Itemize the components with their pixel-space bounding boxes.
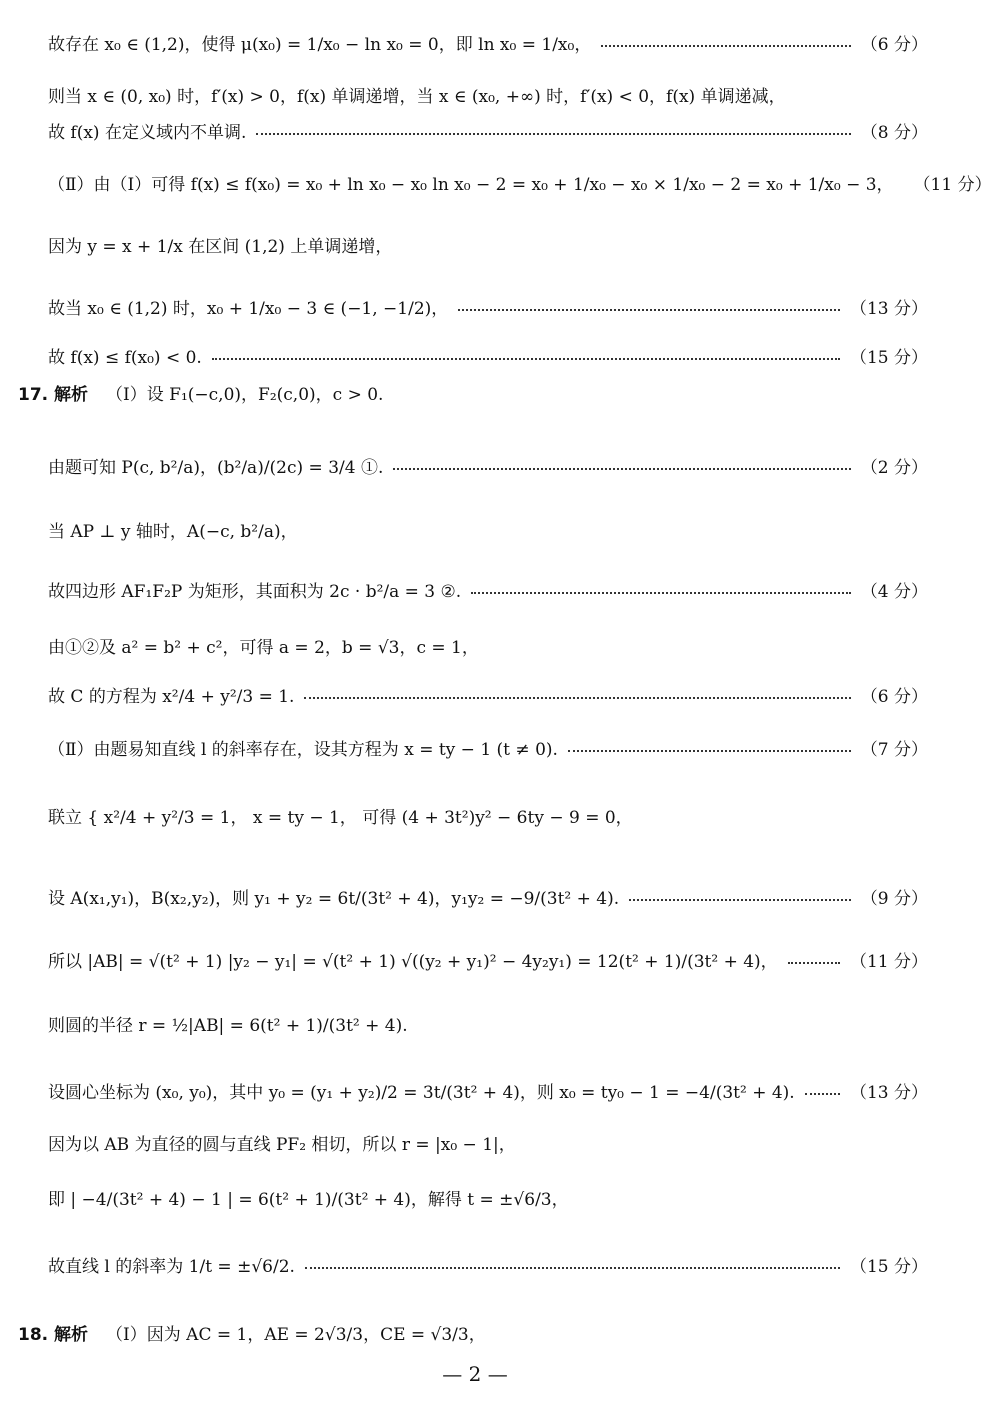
text-line: 当 AP ⊥ y 轴时，A(−c, b²/a)， — [48, 522, 298, 542]
text-line: 设圆心坐标为 (x₀, y₀)，其中 y₀ = (y₁ + y₂)/2 = 3t/(3t² + 4)，则 x₀ = ty₀ − 1 = −4/(3t² + 4). （13 分） — [48, 1078, 928, 1103]
score: （6 分） — [860, 35, 928, 55]
leader-dots — [256, 133, 850, 135]
text-line: 所以 |AB| = √(t² + 1) |y₂ − y₁| = √(t² + 1) √((y₂ + y₁)² − 4y₂y₁) = 12(t² + 1)/(3t² + 4)， （11 分） — [48, 947, 928, 972]
leader-dots — [212, 358, 840, 360]
page-number: — 2 — — [442, 1362, 508, 1386]
text-line: 故 f(x) 在定义域内不单调. （8 分） — [48, 118, 928, 143]
text-line: 故 f(x) ≤ f(x₀) < 0. （15 分） — [48, 343, 928, 368]
leader-dots — [568, 750, 851, 752]
text-line: 则圆的半径 r = ½|AB| = 6(t² + 1)/(3t² + 4). — [48, 1016, 408, 1036]
text-line: 故 C 的方程为 x²/4 + y²/3 = 1. （6 分） — [48, 682, 928, 707]
problem-label: 17. 解析 — [18, 385, 89, 405]
leader-dots — [471, 592, 851, 594]
text-line: 联立 { x²/4 + y²/3 = 1， x = ty − 1， 可得 (4 + 3t²)y² − 6ty − 9 = 0， — [48, 808, 633, 828]
leader-dots — [393, 468, 850, 470]
problem-header: 17. 解析 （Ⅰ）设 F₁(−c,0)，F₂(c,0)，c > 0. — [18, 380, 928, 405]
score: （2 分） — [860, 458, 928, 478]
text-line: 故存在 x₀ ∈ (1,2)，使得 μ(x₀) = 1/x₀ − ln x₀ = 0，即 ln x₀ = 1/x₀， （6 分） — [48, 30, 928, 55]
score: （6 分） — [860, 687, 928, 707]
text-line: 由题可知 P(c, b²/a)，(b²/a)/(2c) = 3/4 ①. （2 分） — [48, 453, 928, 478]
leader-dots — [601, 45, 850, 47]
score: （13 分） — [849, 1083, 928, 1103]
text-line: 即 | −4/(3t² + 4) − 1 | = 6(t² + 1)/(3t² + 4)，解得 t = ±√6/3， — [48, 1190, 569, 1210]
score: （13 分） — [849, 299, 928, 319]
text-line: （Ⅱ）由题易知直线 l 的斜率存在，设其方程为 x = ty − 1 (t ≠ 0). （7 分） — [48, 735, 928, 760]
leader-dots — [458, 309, 840, 311]
score: （15 分） — [849, 1257, 928, 1277]
problem-header: 18. 解析 （Ⅰ）因为 AC = 1，AE = 2√3/3，CE = √3/3， — [18, 1320, 928, 1345]
text-line: 则当 x ∈ (0, x₀) 时，f′(x) > 0，f(x) 单调递增，当 x ∈ (x₀, +∞) 时，f′(x) < 0，f(x) 单调递减， — [48, 87, 786, 107]
score: （11 分） — [849, 952, 928, 972]
leader-dots — [788, 962, 840, 964]
text-line: 因为以 AB 为直径的圆与直线 PF₂ 相切，所以 r = |x₀ − 1|， — [48, 1135, 516, 1155]
text-line: 故四边形 AF₁F₂P 为矩形，其面积为 2c · b²/a = 3 ②. （4 分） — [48, 577, 928, 602]
text-line: 故当 x₀ ∈ (1,2) 时，x₀ + 1/x₀ − 3 ∈ (−1, −1/2)， （13 分） — [48, 294, 928, 319]
score: （4 分） — [860, 582, 928, 602]
score: （7 分） — [860, 740, 928, 760]
text-line: 故直线 l 的斜率为 1/t = ±√6/2. （15 分） — [48, 1252, 928, 1277]
text-line: （Ⅱ）由（Ⅰ）可得 f(x) ≤ f(x₀) = x₀ + ln x₀ − x₀ ln x₀ − 2 = x₀ + 1/x₀ − x₀ × 1/x₀ − 2 = x₀ + 1/x₀ − 3， （11 分） — [48, 170, 928, 195]
text-line: 因为 y = x + 1/x 在区间 (1,2) 上单调递增， — [48, 237, 393, 257]
score: （11 分） — [913, 175, 992, 195]
leader-dots — [305, 1267, 840, 1269]
score: （8 分） — [860, 123, 928, 143]
problem-label: 18. 解析 — [18, 1325, 89, 1345]
text-line: 设 A(x₁,y₁)，B(x₂,y₂)，则 y₁ + y₂ = 6t/(3t² + 4)，y₁y₂ = −9/(3t² + 4). （9 分） — [48, 884, 928, 909]
leader-dots — [805, 1093, 840, 1095]
leader-dots — [629, 899, 851, 901]
leader-dots — [304, 697, 850, 699]
text-line: 由①②及 a² = b² + c²，可得 a = 2，b = √3，c = 1， — [48, 638, 479, 658]
score: （15 分） — [849, 348, 928, 368]
score: （9 分） — [860, 889, 928, 909]
